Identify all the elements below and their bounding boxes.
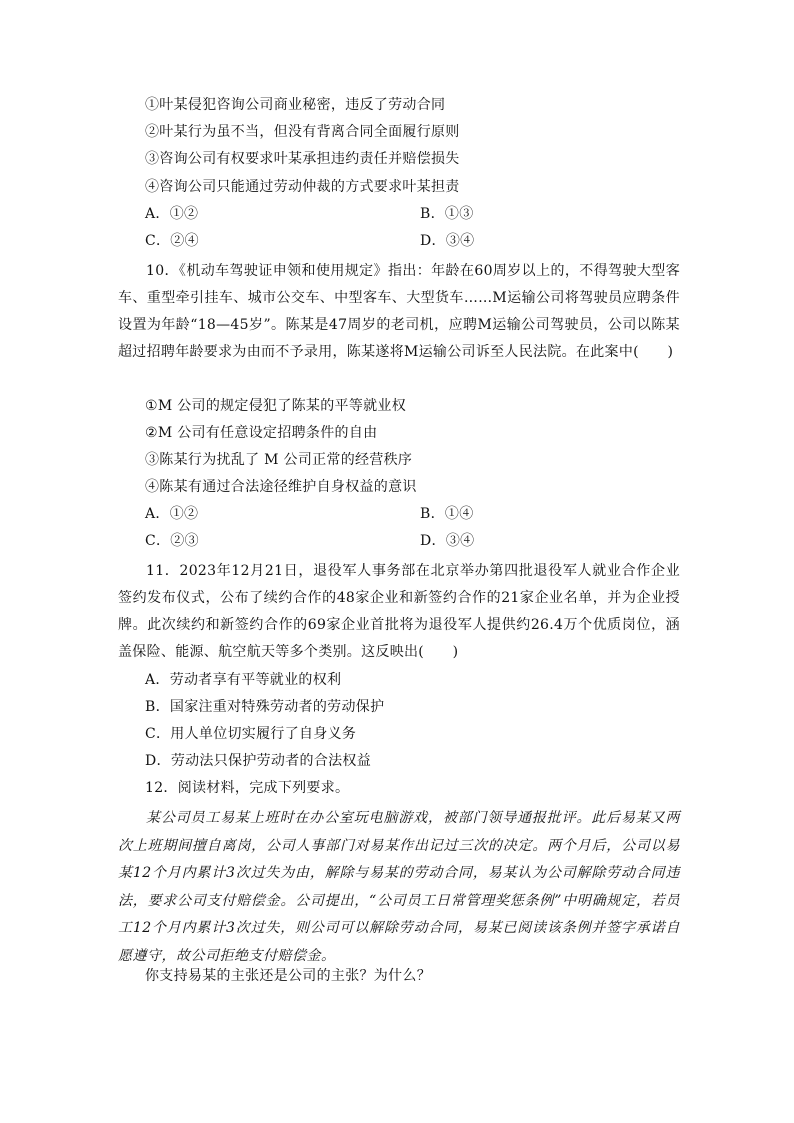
q9-option-c: C．②④ xyxy=(145,233,199,249)
q12-material: 某公司员工易某上班时在办公室玩电脑游戏，被部门领导通报批评。此后易某又两次上班期间擅自离岗，公司人事部门对易某作出记过三次的决定。两个月后，公司以易某12个月内累计3次过失为由，解除与易某的劳动合同，易某认为公司解除劳动合同违法，要求公司支付赔偿金。公司提出，“公司员工日常管理奖惩条例”中明确规定，若员工12个月内累计3次过失，则公司可以解除劳动合同，易某已阅读该条例并签字承诺自愿遵守，故公司拒绝支付赔偿金。 xyxy=(118,810,680,964)
q9-option-d: D．③④ xyxy=(420,233,475,249)
q10-statement-4: ④陈某有通过合法途径维护自身权益的意识 xyxy=(145,479,417,495)
q10-option-d: D．③④ xyxy=(420,533,475,549)
q12-question: 你支持易某的主张还是公司的主张？为什么？ xyxy=(145,968,431,984)
q9-option-a: A．①② xyxy=(145,206,199,222)
q9-statement-3: ③咨询公司有权要求叶某承担违约责任并赔偿损失 xyxy=(145,151,460,167)
q10-option-c: C．②③ xyxy=(145,533,199,549)
q10-statement-2: ②M 公司有任意设定招聘条件的自由 xyxy=(145,425,378,441)
q9-option-b: B．①③ xyxy=(420,206,474,222)
q10-option-b: B．①④ xyxy=(420,506,474,522)
q11-option-d: D．劳动法只保护劳动者的合法权益 xyxy=(145,753,372,769)
q9-statement-4: ④咨询公司只能通过劳动仲裁的方式要求叶某担责 xyxy=(145,179,460,195)
q11-option-a: A．劳动者享有平等就业的权利 xyxy=(145,672,342,688)
q9-statement-2: ②叶某行为虽不当，但没有背离合同全面履行原则 xyxy=(145,124,460,140)
q11-option-b: B．国家注重对特殊劳动者的劳动保护 xyxy=(145,699,385,715)
q9-statement-1: ①叶某侵犯咨询公司商业秘密，违反了劳动合同 xyxy=(145,97,446,113)
q12-stem: 12．阅读材料，完成下列要求。 xyxy=(145,780,350,796)
q10-stem: 10．《机动车驾驶证申领和使用规定》指出：年龄在60周岁以上的，不得驾驶大型客车、重型牵引挂车、城市公交车、中型客车、大型货车……M运输公司将驾驶员应聘条件设置为年龄“18—45岁”。陈某是47周岁的老司机，应聘M运输公司驾驶员，公司以陈某超过招聘年龄要求为由而不予录用，陈某遂将M运输公司诉至人民法院。在此案中( ) xyxy=(118,263,680,360)
q10-statement-1: ①M 公司的规定侵犯了陈某的平等就业权 xyxy=(145,398,407,414)
q10-statement-3: ③陈某行为扰乱了 M 公司正常的经营秩序 xyxy=(145,452,413,468)
q11-option-c: C．用人单位切实履行了自身义务 xyxy=(145,726,357,742)
q11-stem: 11．2023年12月21日，退役军人事务部在北京举办第四批退役军人就业合作企业签约发布仪式，公布了续约合作的48家企业和新签约合作的21家企业名单，并为企业授牌。此次续约和新签约合作的69家企业首批将为退役军人提供约26.4万个优质岗位，涵盖保险、能源、航空航天等多个类别。这反映出( ) xyxy=(118,563,680,660)
q10-option-a: A．①② xyxy=(145,506,199,522)
